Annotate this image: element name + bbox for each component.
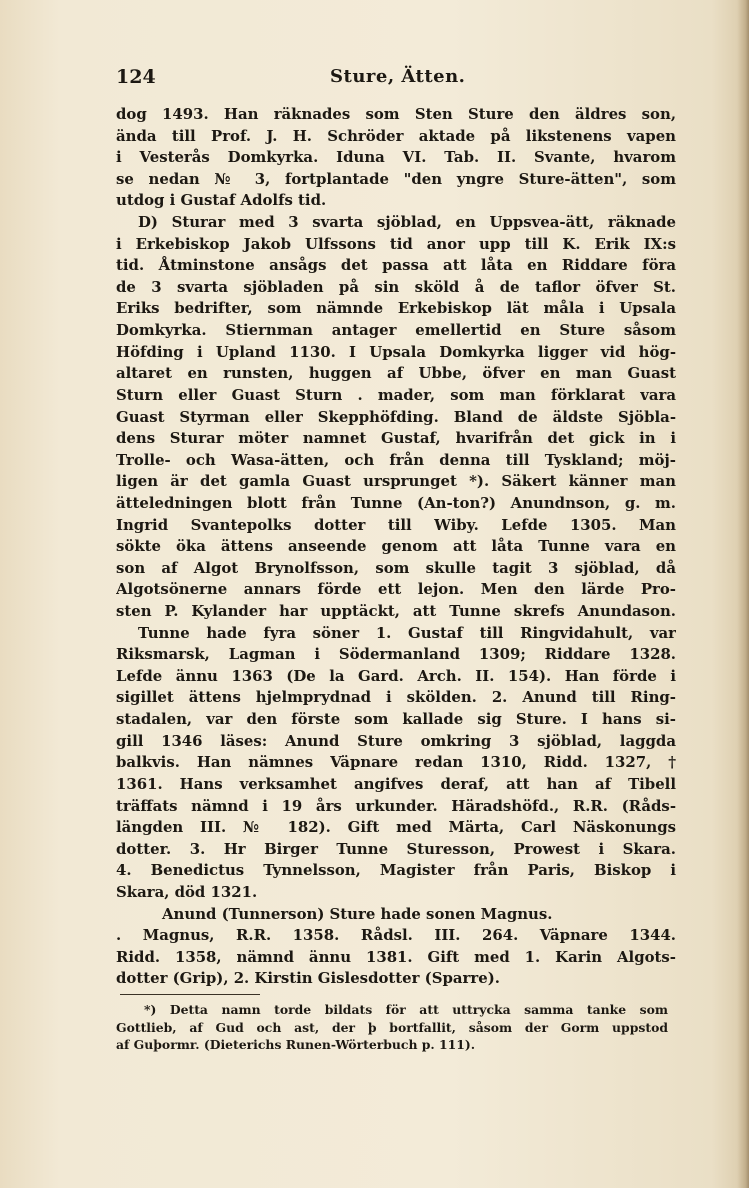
text-line: . Magnus, R.R. 1358. Rådsl. III. 264. Väpnare 1344. [116,926,676,945]
text-line: dog 1493. Han räknades som Sten Sture den äldres son, [116,105,676,123]
text-line: 1361. Hans verksamhet angifves deraf, att han af Tibell [116,774,676,793]
text-line: D) Sturar med 3 svarta sjöblad, en Uppsvea-ätt, räknade [138,213,676,232]
text-line: Ridd. 1358, nämnd ännu 1381. Gift med 1. Karin Algots- [116,947,676,966]
text-line: Skara, död 1321. [116,882,258,901]
text-line: Sturn eller Guast Sturn . mader, som man förklarat vara [116,385,676,404]
text-line: i Erkebiskop Jakob Ulfssons tid anor upp till K. Erik IX:s [116,234,676,253]
text-line: de 3 svarta sjöbladen på sin sköld å de taflor öfver St. [116,277,676,296]
text-line: Anund (Tunnerson) Sture hade sonen Magnus. [162,904,553,923]
text-line: sökte öka ättens anseende genom att låta Tunne vara en [116,537,676,556]
text-line: 4. Benedictus Tynnelsson, Magister från Paris, Biskop i [116,861,676,880]
footnote-divider [120,994,260,995]
text-line: dotter. 3. Hr Birger Tunne Sturesson, Prowest i Skara. [116,839,676,858]
text-line: tid. Åtminstone ansågs det passa att låta en Riddare föra [116,256,676,275]
text-line: Domkyrka. Stiernman antager emellertid en Sture såsom [116,321,676,340]
text-line: stadalen, var den förste som kallade sig Sture. I hans si- [116,710,676,729]
text-line: dotter (Grip), 2. Kirstin Gislesdotter (Sparre). [116,969,500,988]
text-line: Eriks bedrifter, som nämnde Erkebiskop lät måla i Upsala [116,299,676,318]
text-line: Algotsönerne annars förde ett lejon. Men den lärde Pro- [116,580,676,599]
text-line: sigillet ättens hjelmprydnad i skölden. 2. Anund till Ring- [116,688,676,707]
text-line: Ingrid Svantepolks dotter till Wiby. Lefde 1305. Man [116,515,676,534]
text-line: Höfding i Upland 1130. I Upsala Domkyrka ligger vid hög- [116,342,676,361]
page-header [116,66,704,96]
page-number: 124 [116,66,156,88]
text-line: Trolle- och Wasa-ätten, och från denna till Tyskland; möj- [116,450,676,469]
text-line: balkvis. Han nämnes Väpnare redan 1310, Ridd. 1327, † [116,753,676,772]
footnote-line: af Guþormr. (Dieterichs Runen-Wörterbuch p. 111). [116,1037,476,1052]
page-edge [737,0,749,1188]
text-line: ligen är det gamla Guast ursprunget *). Säkert känner man [116,472,676,491]
text-line: dens Sturar möter namnet Gustaf, hvarifrån det gick in i [116,429,676,448]
running-title: Sture, Ätten. [330,66,466,87]
text-line: ända till Prof. J. H. Schröder aktade på likstenens vapen [116,126,676,145]
text-line: altaret en runsten, huggen af Ubbe, öfver en man Guast [116,364,676,383]
text-line: son af Algot Brynolfsson, som skulle tagit 3 sjöblad, då [116,558,676,577]
text-line: Riksmarsk, Lagman i Södermanland 1309; Riddare 1328. [116,645,676,664]
footnote-line: *) Detta namn torde bildats för att uttrycka samma tanke som [144,1002,668,1017]
text-line: träffats nämnd i 19 års urkunder. Häradshöfd., R.R. (Råds- [116,796,676,815]
text-line: ätteledningen blott från Tunne (An-ton?) Anundnson, g. m. [116,493,676,512]
text-line: utdog i Gustaf Adolfs tid. [116,191,327,210]
text-line: längden III. № 182). Gift med Märta, Carl Näskonungs [116,818,676,837]
text-line: Tunne hade fyra söner 1. Gustaf till Ringvidahult, var [138,623,676,642]
text-line: gill 1346 läses: Anund Sture omkring 3 sjöblad, laggda [116,731,676,750]
footnote-line: Gottlieb, af Gud och ast, der þ bortfallit, såsom der Gorm uppstod [116,1019,668,1035]
body-text [116,104,676,990]
text-line: Lefde ännu 1363 (De la Gard. Arch. II. 154). Han förde i [116,666,676,685]
footnotes [116,1001,668,1054]
text-line: se nedan № 3, fortplantade "den yngre Sture-ätten", som [116,169,676,188]
text-line: sten P. Kylander har upptäckt, att Tunne skrefs Anundason. [116,602,676,621]
text-line: i Vesterås Domkyrka. Iduna VI. Tab. II. Svante, hvarom [116,148,676,167]
text-line: Guast Styrman eller Skepphöfding. Bland de äldste Sjöbla- [116,407,676,426]
